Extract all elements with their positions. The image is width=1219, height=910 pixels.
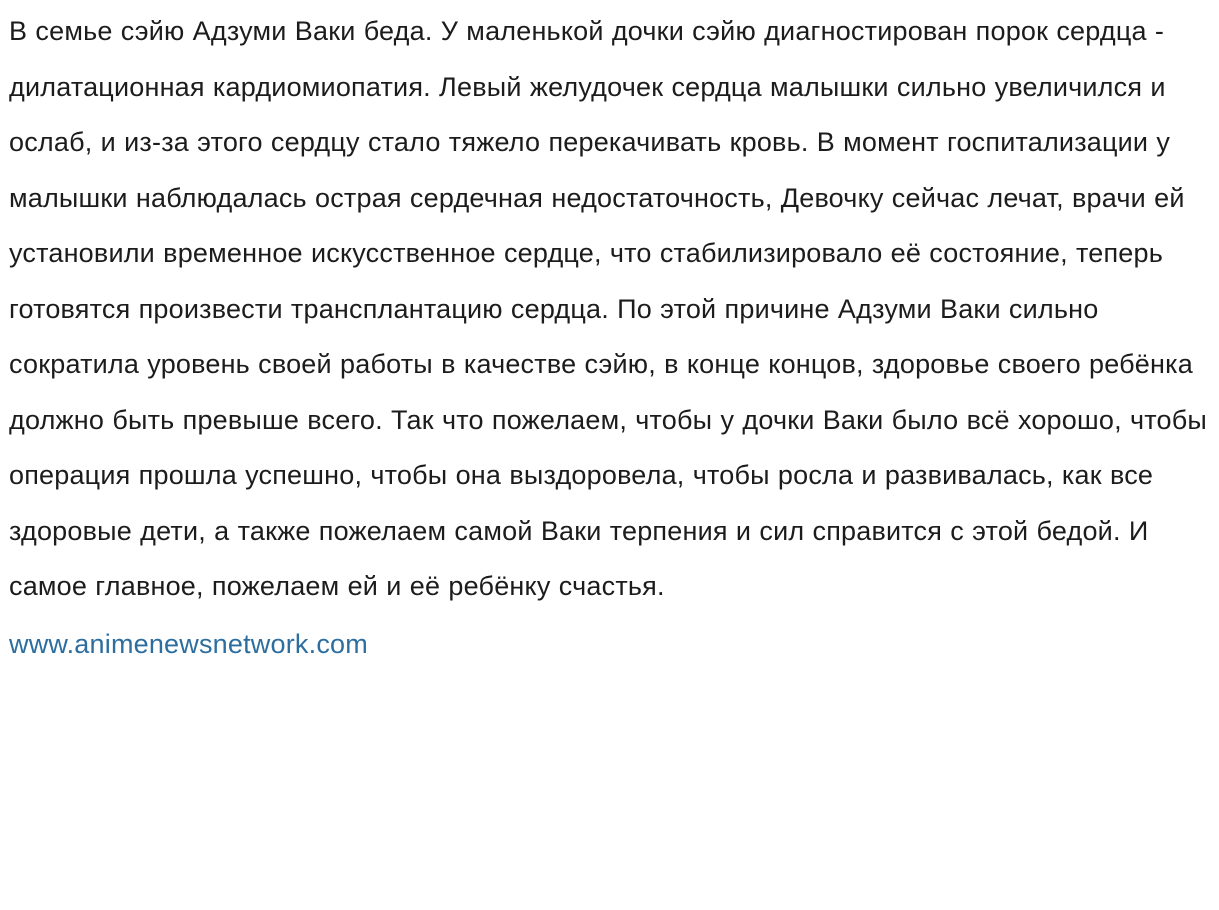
- post-text: В семье сэйю Адзуми Ваки беда. У маленькой дочки сэйю диагностирован порок сердца - дилатационная кардиомиопатия. Левый желудочек сердца малышки сильно увеличился и ослаб, и из-за этого сердцу стало тяжело перекачивать кровь. В момент госпитализации у малышки наблюдалась острая сердечная недостаточность, Девочку сейчас лечат, врачи ей установили временное искусственное сердце, что стабилизировало её состояние, теперь готовятся произвести трансплантацию сердца. По этой причине Адзуми Ваки сильно сократила уровень своей работы в качестве сэйю, в конце концов, здоровье своего ребёнка должно быть превыше всего. Так что пожелаем, чтобы у дочки Ваки было всё хорошо, чтобы операция прошла успешно, чтобы она выздоровела, чтобы росла и развивалась, как все здоровые дети, а также пожелаем самой Ваки терпения и сил справится с этой бедой. И самое главное, пожелаем ей и её ребёнку счастья.: [9, 16, 1207, 601]
- source-link[interactable]: www.animenewsnetwork.com: [9, 628, 368, 659]
